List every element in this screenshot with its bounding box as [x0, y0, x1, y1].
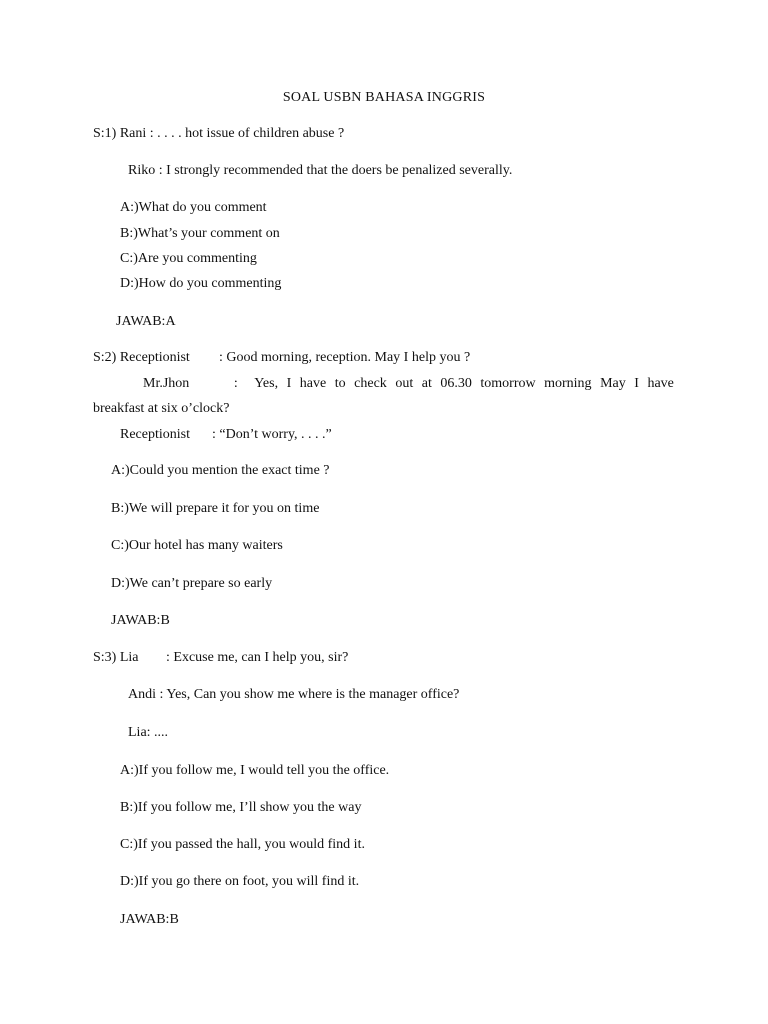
reply-word: : — [233, 376, 238, 391]
question-2-option-c: C:)Our hotel has many waiters — [111, 538, 283, 553]
question-3-reply: Andi : Yes, Can you show me where is the manager office? — [128, 687, 460, 702]
question-3-stem-text: : Excuse me, can I help you, sir? — [166, 650, 349, 665]
reply-word: morning — [544, 376, 592, 391]
question-2-answer: JAWAB:B — [111, 613, 170, 628]
question-1-option-d: D:)How do you commenting — [120, 276, 282, 291]
question-2-reply-continuation: breakfast at six o’clock? — [93, 401, 230, 416]
question-2-reply-line — [93, 375, 674, 393]
question-2-reply2-text: : “Don’t worry, . . . .” — [212, 427, 332, 442]
question-2-stem-text: : Good morning, reception. May I help you ? — [219, 350, 471, 365]
question-1-answer: JAWAB:A — [116, 314, 176, 329]
question-2-stem-speaker: S:2) Receptionist — [93, 350, 190, 365]
question-2-option-d: D:)We can’t prepare so early — [111, 576, 273, 591]
reply-word: Mr.Jhon — [143, 376, 190, 391]
reply-word: out — [395, 376, 414, 391]
question-3-option-b: B:)If you follow me, I’ll show you the way — [120, 800, 362, 815]
question-3-option-c: C:)If you passed the hall, you would find it. — [120, 837, 365, 852]
reply-word: 06.30 — [440, 376, 472, 391]
question-3-option-a: A:)If you follow me, I would tell you the office. — [120, 763, 390, 778]
question-2-option-b: B:)We will prepare it for you on time — [111, 501, 320, 516]
reply-word: check — [354, 376, 387, 391]
reply-word: at — [421, 376, 432, 391]
reply-word: I — [634, 376, 639, 391]
question-3-stem-speaker: S:3) Lia — [93, 650, 139, 665]
question-1-option-c: C:)Are you commenting — [120, 251, 257, 266]
question-1-reply: Riko : I strongly recommended that the doers be penalized severally. — [128, 163, 513, 178]
reply-word: I — [286, 376, 292, 391]
reply-word: tomorrow — [480, 376, 536, 391]
reply-word: have — [647, 376, 674, 391]
question-3-answer: JAWAB:B — [120, 912, 179, 927]
question-2-option-a: A:)Could you mention the exact time ? — [111, 463, 330, 478]
question-1-option-b: B:)What’s your comment on — [120, 226, 280, 241]
question-2-reply2-speaker: Receptionist — [120, 427, 190, 442]
reply-word: May — [600, 376, 626, 391]
reply-word: Yes, — [254, 376, 279, 391]
question-3-option-d: D:)If you go there on foot, you will find it. — [120, 874, 360, 889]
reply-word: to — [334, 376, 346, 391]
question-3-reply2: Lia: .... — [128, 725, 169, 740]
reply-word: have — [299, 376, 327, 391]
question-1-option-a: A:)What do you comment — [120, 200, 267, 215]
page-title: SOAL USBN BAHASA INGGRIS — [282, 90, 486, 105]
question-1-stem: S:1) Rani : . . . . hot issue of children abuse ? — [93, 126, 345, 141]
